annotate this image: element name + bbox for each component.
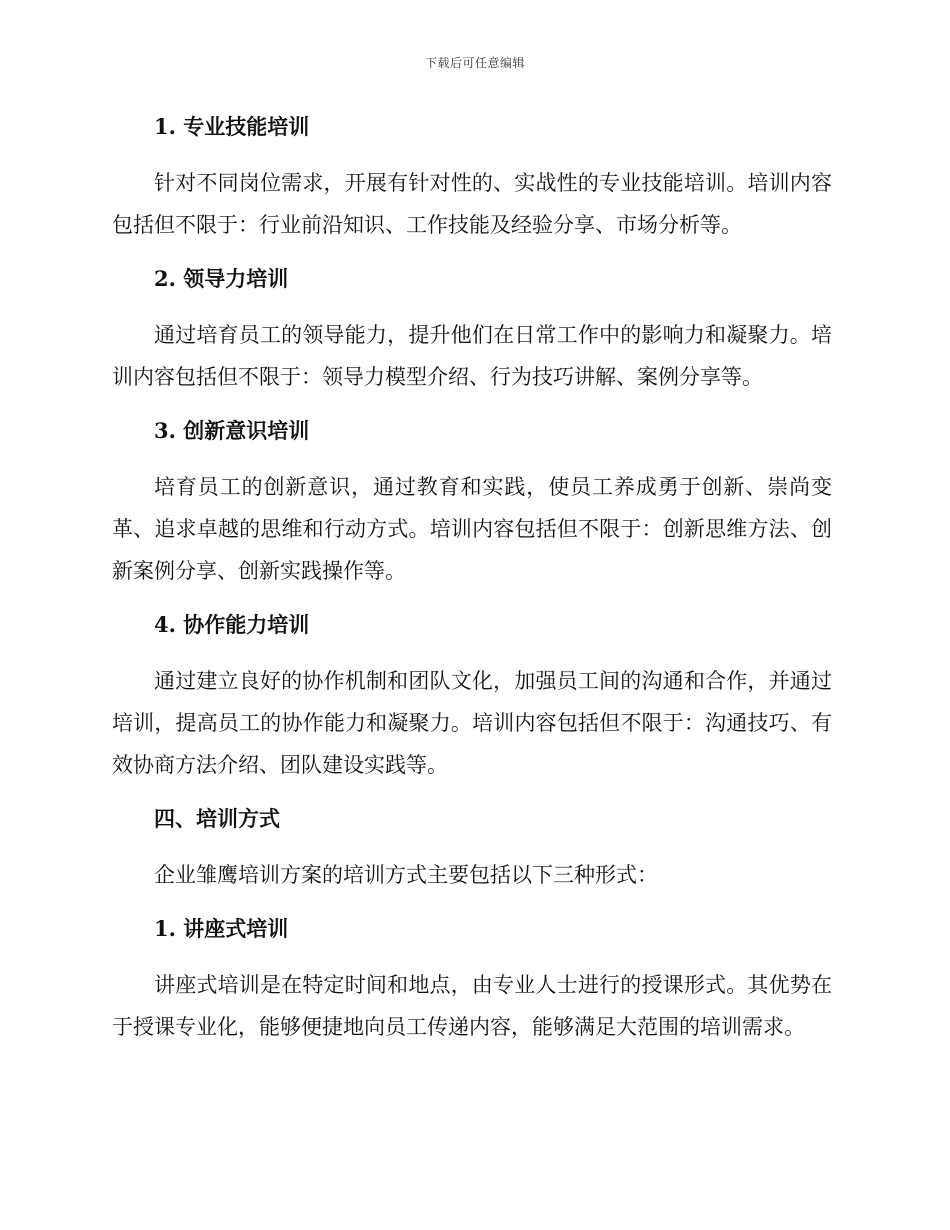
section-heading-innovation: 3. 创新意识培训 <box>154 418 310 443</box>
paragraph-collaboration: 通过建立良好的协作机制和团队文化，加强员工间的沟通和合作，并通过培训，提高员工的协作能力和凝聚力。培训内容包括但不限于：沟通技巧、有效协商方法介绍、团队建设实践等。 <box>112 669 832 777</box>
section-heading-leadership: 2. 领导力培训 <box>154 266 289 291</box>
paragraph-leadership: 通过培育员工的领导能力，提升他们在日常工作中的影响力和凝聚力。培训内容包括但不限于：领导力模型介绍、行为技巧讲解、案例分享等。 <box>112 323 832 389</box>
section-heading-collaboration: 4. 协作能力培训 <box>154 612 310 637</box>
paragraph-professional-skills: 针对不同岗位需求，开展有针对性的、实战性的专业技能培训。培训内容包括但不限于：行业前沿知识、工作技能及经验分享、市场分析等。 <box>112 171 832 237</box>
paragraph-innovation: 培育员工的创新意识，通过教育和实践，使员工养成勇于创新、崇尚变革、追求卓越的思维和行动方式。培训内容包括但不限于：创新思维方法、创新案例分享、创新实践操作等。 <box>112 475 832 583</box>
paragraph-lecture-training: 讲座式培训是在特定时间和地点，由专业人士进行的授课形式。其优势在于授课专业化，能够便捷地向员工传递内容，能够满足大范围的培训需求。 <box>112 973 832 1039</box>
paragraph-training-methods-intro: 企业雏鹰培训方案的培训方式主要包括以下三种形式： <box>154 863 658 887</box>
section-heading-lecture-training: 1. 讲座式培训 <box>154 916 289 941</box>
document-body <box>112 110 832 1064</box>
section-heading-training-methods: 四、培训方式 <box>154 806 280 831</box>
page-header: 下载后可任意编辑 <box>424 56 525 70</box>
section-heading-professional-skills: 1. 专业技能培训 <box>154 114 310 139</box>
